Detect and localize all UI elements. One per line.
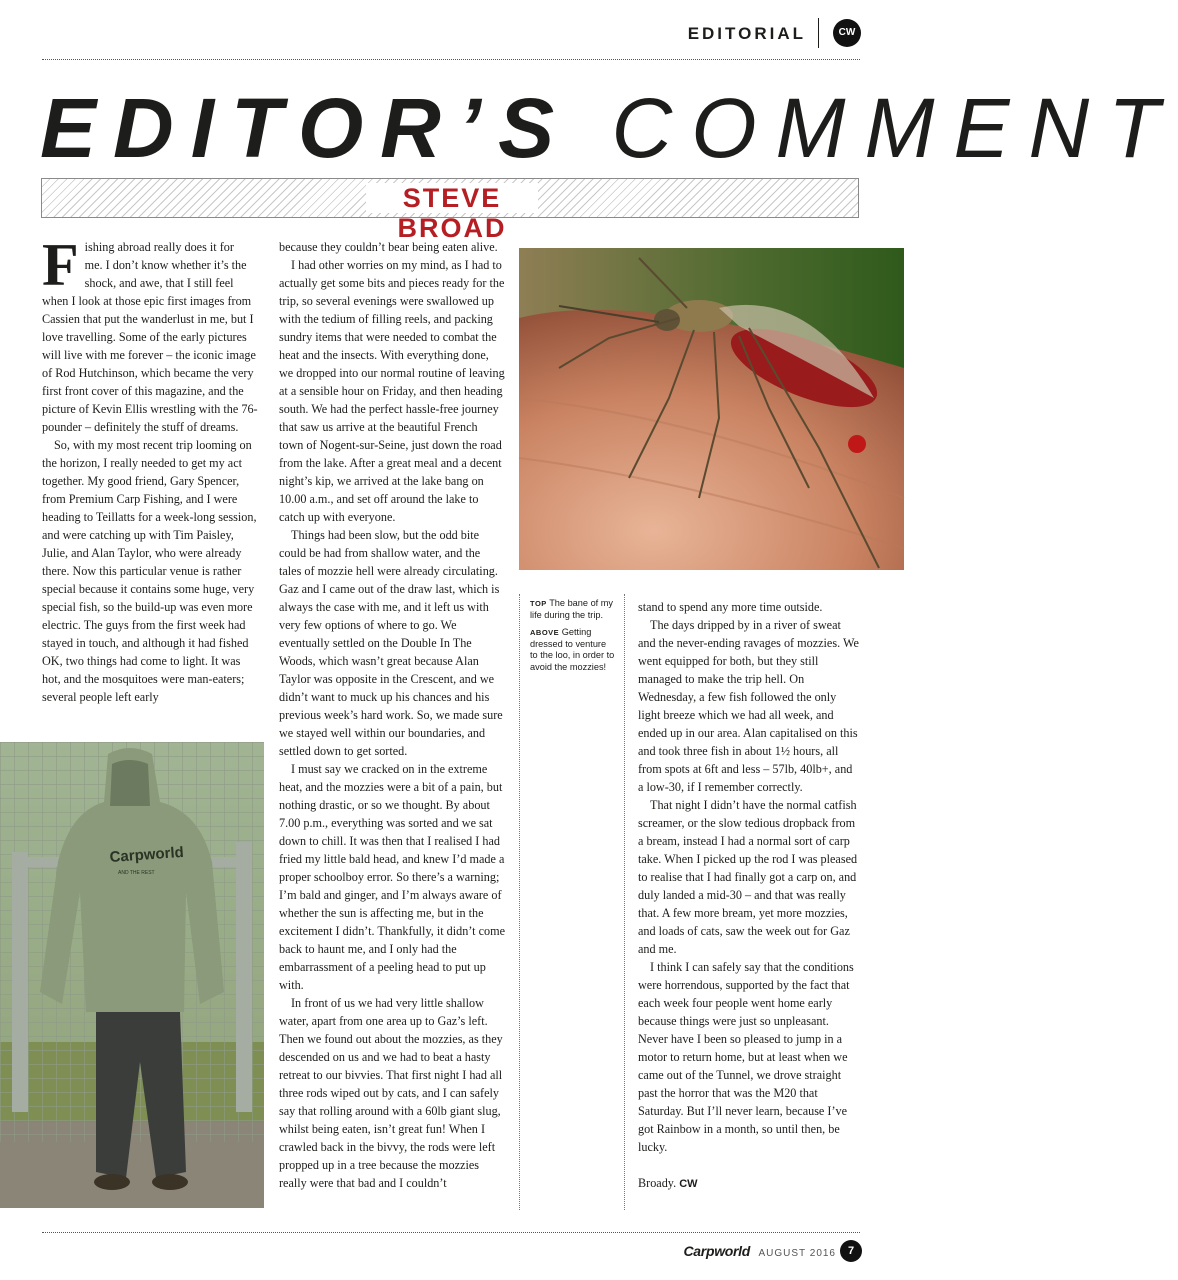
hoodie-subprint: AND THE REST: [118, 870, 155, 876]
text-run: when I look at those epic first images from Cassien that put the wanderlust in me, but I love travelling. Some of the early pictures will live with me forever – the iconic image of Rod Hutchinson, which became the very first front cover of this magazine, and the picture of Kevin Ellis wrestling with the 76-pounder – definitely the stuff of dreams.: [42, 294, 258, 434]
hoodie-print: Carpworld: [109, 843, 185, 866]
cw-logo-badge: CW: [833, 19, 861, 47]
caption-above: [530, 627, 616, 673]
title-light: COMMENT: [611, 81, 1178, 175]
paragraph: In front of us we had very little shallow water, apart from one area up to Gaz’s left. Then we found out about the mozzies, as they descended on us and we had to beat a hasty retreat to our bivvies. That first night I had all three rods wiped out by cats, and I can safely say that rolling around with a 60lb giant slug, whilst being eaten, isn’t great fun! When I crawled back in the bivvy, the rods were left propped up in a tree because the mozzies really were that bad and I couldn’t: [279, 996, 503, 1190]
bottom-dotted-rule: [42, 1232, 860, 1233]
paragraph: I must say we cracked on in the extreme heat, and the mozzies were a bit of a pain, but nothing drastic, or so we thought. By about 7.00 p.m., everything was sorted and we sat down to chill. It was then that I realised I had fried my little bald head, and knew I’d made a proper schoolboy error. So there’s a warning; I’m bald and ginger, and I’m always aware of whether the sun is affecting me, but in the excitement I didn’t. Thankfully, it didn’t come back to haunt me, and I only had the embarrassment of a peeling head to put up with.: [279, 762, 505, 992]
paragraph: stand to spend any more time outside.: [638, 600, 823, 614]
caption-top: [530, 598, 616, 621]
photo-mosquito-svg: [519, 248, 904, 570]
text-line: shock, and awe, that I still feel: [84, 276, 234, 290]
column-3: [638, 598, 860, 1193]
title-bold: EDITOR’S: [40, 81, 572, 175]
end-mark: CW: [679, 1178, 698, 1190]
signoff: [638, 1174, 860, 1193]
paragraph: [42, 232, 258, 436]
caption-label: TOP: [530, 599, 547, 608]
section-label: EDITORIAL: [687, 24, 806, 43]
photo-mosquito: [519, 248, 904, 570]
signoff-name: Broady.: [638, 1176, 677, 1190]
photo-man-svg: [0, 742, 264, 1208]
caption-text: Getting dressed to venture to the loo, in order to avoid the mozzies!: [530, 627, 615, 672]
caption-text: The bane of my life during the trip.: [530, 598, 614, 620]
column-1: [42, 232, 258, 706]
issue-date: AUGUST 2016: [758, 1248, 836, 1259]
captions: [530, 598, 616, 679]
header-divider: [818, 18, 819, 48]
dropcap: F: [42, 232, 79, 298]
paragraph: because they couldn’t bear being eaten alive.: [279, 240, 498, 254]
paragraph: So, with my most recent trip looming on the horizon, I really needed to get my act together. My good friend, Gary Spencer, from Premium Carp Fishing, and I were heading to Teillatts for a week-long session, and were catching up with Tim Paisley, Julie, and Alan Taylor, who were already there. Now this particular venue is rather special because it contains some huge, very special fish, so the build-up was even more electric. The guys from the first week had stayed in touch, and although it had fished OK, two things had come to light. It was hot, and the mosquitoes were man-eaters; several people left early: [42, 438, 257, 704]
column-2: [279, 238, 505, 1192]
page-number: 7: [840, 1240, 862, 1262]
paragraph: That night I didn’t have the normal catfish screamer, or the slow tedious dropback from a bream, instead I had a normal sort of carp take. When I picked up the rod I was pleased to realise that I had finally got a carp on, and duly landed a mid-30 – and that was really that. A few more bream, yet more mozzies, and loads of cats, saw the week out for Gaz and me.: [638, 798, 858, 956]
column-rule: [624, 594, 625, 1210]
photo-man-in-hoodie: [0, 742, 264, 1208]
paragraph: Things had been slow, but the odd bite could be had from shallow water, and the tales of mozzie hell were already circulating. Gaz and I came out of the draw last, which is always the case with me, and it left us with very few options of where to go. We eventually settled on the Double In The Woods, which wasn’t great because Alan Taylor was opposite in the Crescent, and we didn’t want to muck up his chances and his previous week’s hard work. So, we made sure we stayed well within our boundaries, and settled down to get sorted.: [279, 528, 503, 758]
paragraph: The days dripped by in a river of sweat and the never-ending ravages of mozzies. We went equipped for both, but they still managed to make the trip hell. On Wednesday, a few fish followed the only light breeze which we had all week, and ended up in our area. Alan capitalised on this and took three fish in about 1½ hours, all from spots at 6ft and less – 57lb, 40lb+, and a low-30, if I remember correctly.: [638, 618, 859, 794]
byline: STEVE BROAD: [366, 183, 538, 213]
text-line: ishing abroad really does it for: [84, 240, 234, 254]
footer: [684, 1242, 837, 1260]
paragraph: I had other worries on my mind, as I had to actually get some bits and pieces ready for the trip, so several evenings were swallowed up with the tedium of filling reels, and packing sundry items that were needed to combat the heat and the insects. With everything done, we dropped into our normal routine of leaving at a sensible hour on Friday, and then heading south. We had the perfect hassle-free journey that saw us arrive at the beautiful French town of Nogent-sur-Seine, just down the road from the lake. After a great meal and a decent night’s kip, we arrived at the lake bang on 10.00 a.m., and set off around the lake to catch up with everyone.: [279, 258, 505, 524]
top-dotted-rule: [42, 59, 860, 60]
page-title: [40, 80, 1178, 176]
paragraph: I think I can safely say that the conditions were horrendous, supported by the fact that each week four people went home early because things were just so unpleasant. Never have I been so pleased to jump in a motor to return home, but at least when we came out of the Tunnel, we drove straight past the horror that was the M20 that Saturday. But I’ll never learn, because I’ve got Rainbow in a month, so until then, be lucky.: [638, 960, 854, 1154]
caption-label: ABOVE: [530, 628, 560, 637]
magazine-name: Carpworld: [683, 1243, 751, 1259]
text-line: me. I don’t know whether it’s the: [84, 258, 247, 272]
column-rule: [519, 594, 520, 1210]
